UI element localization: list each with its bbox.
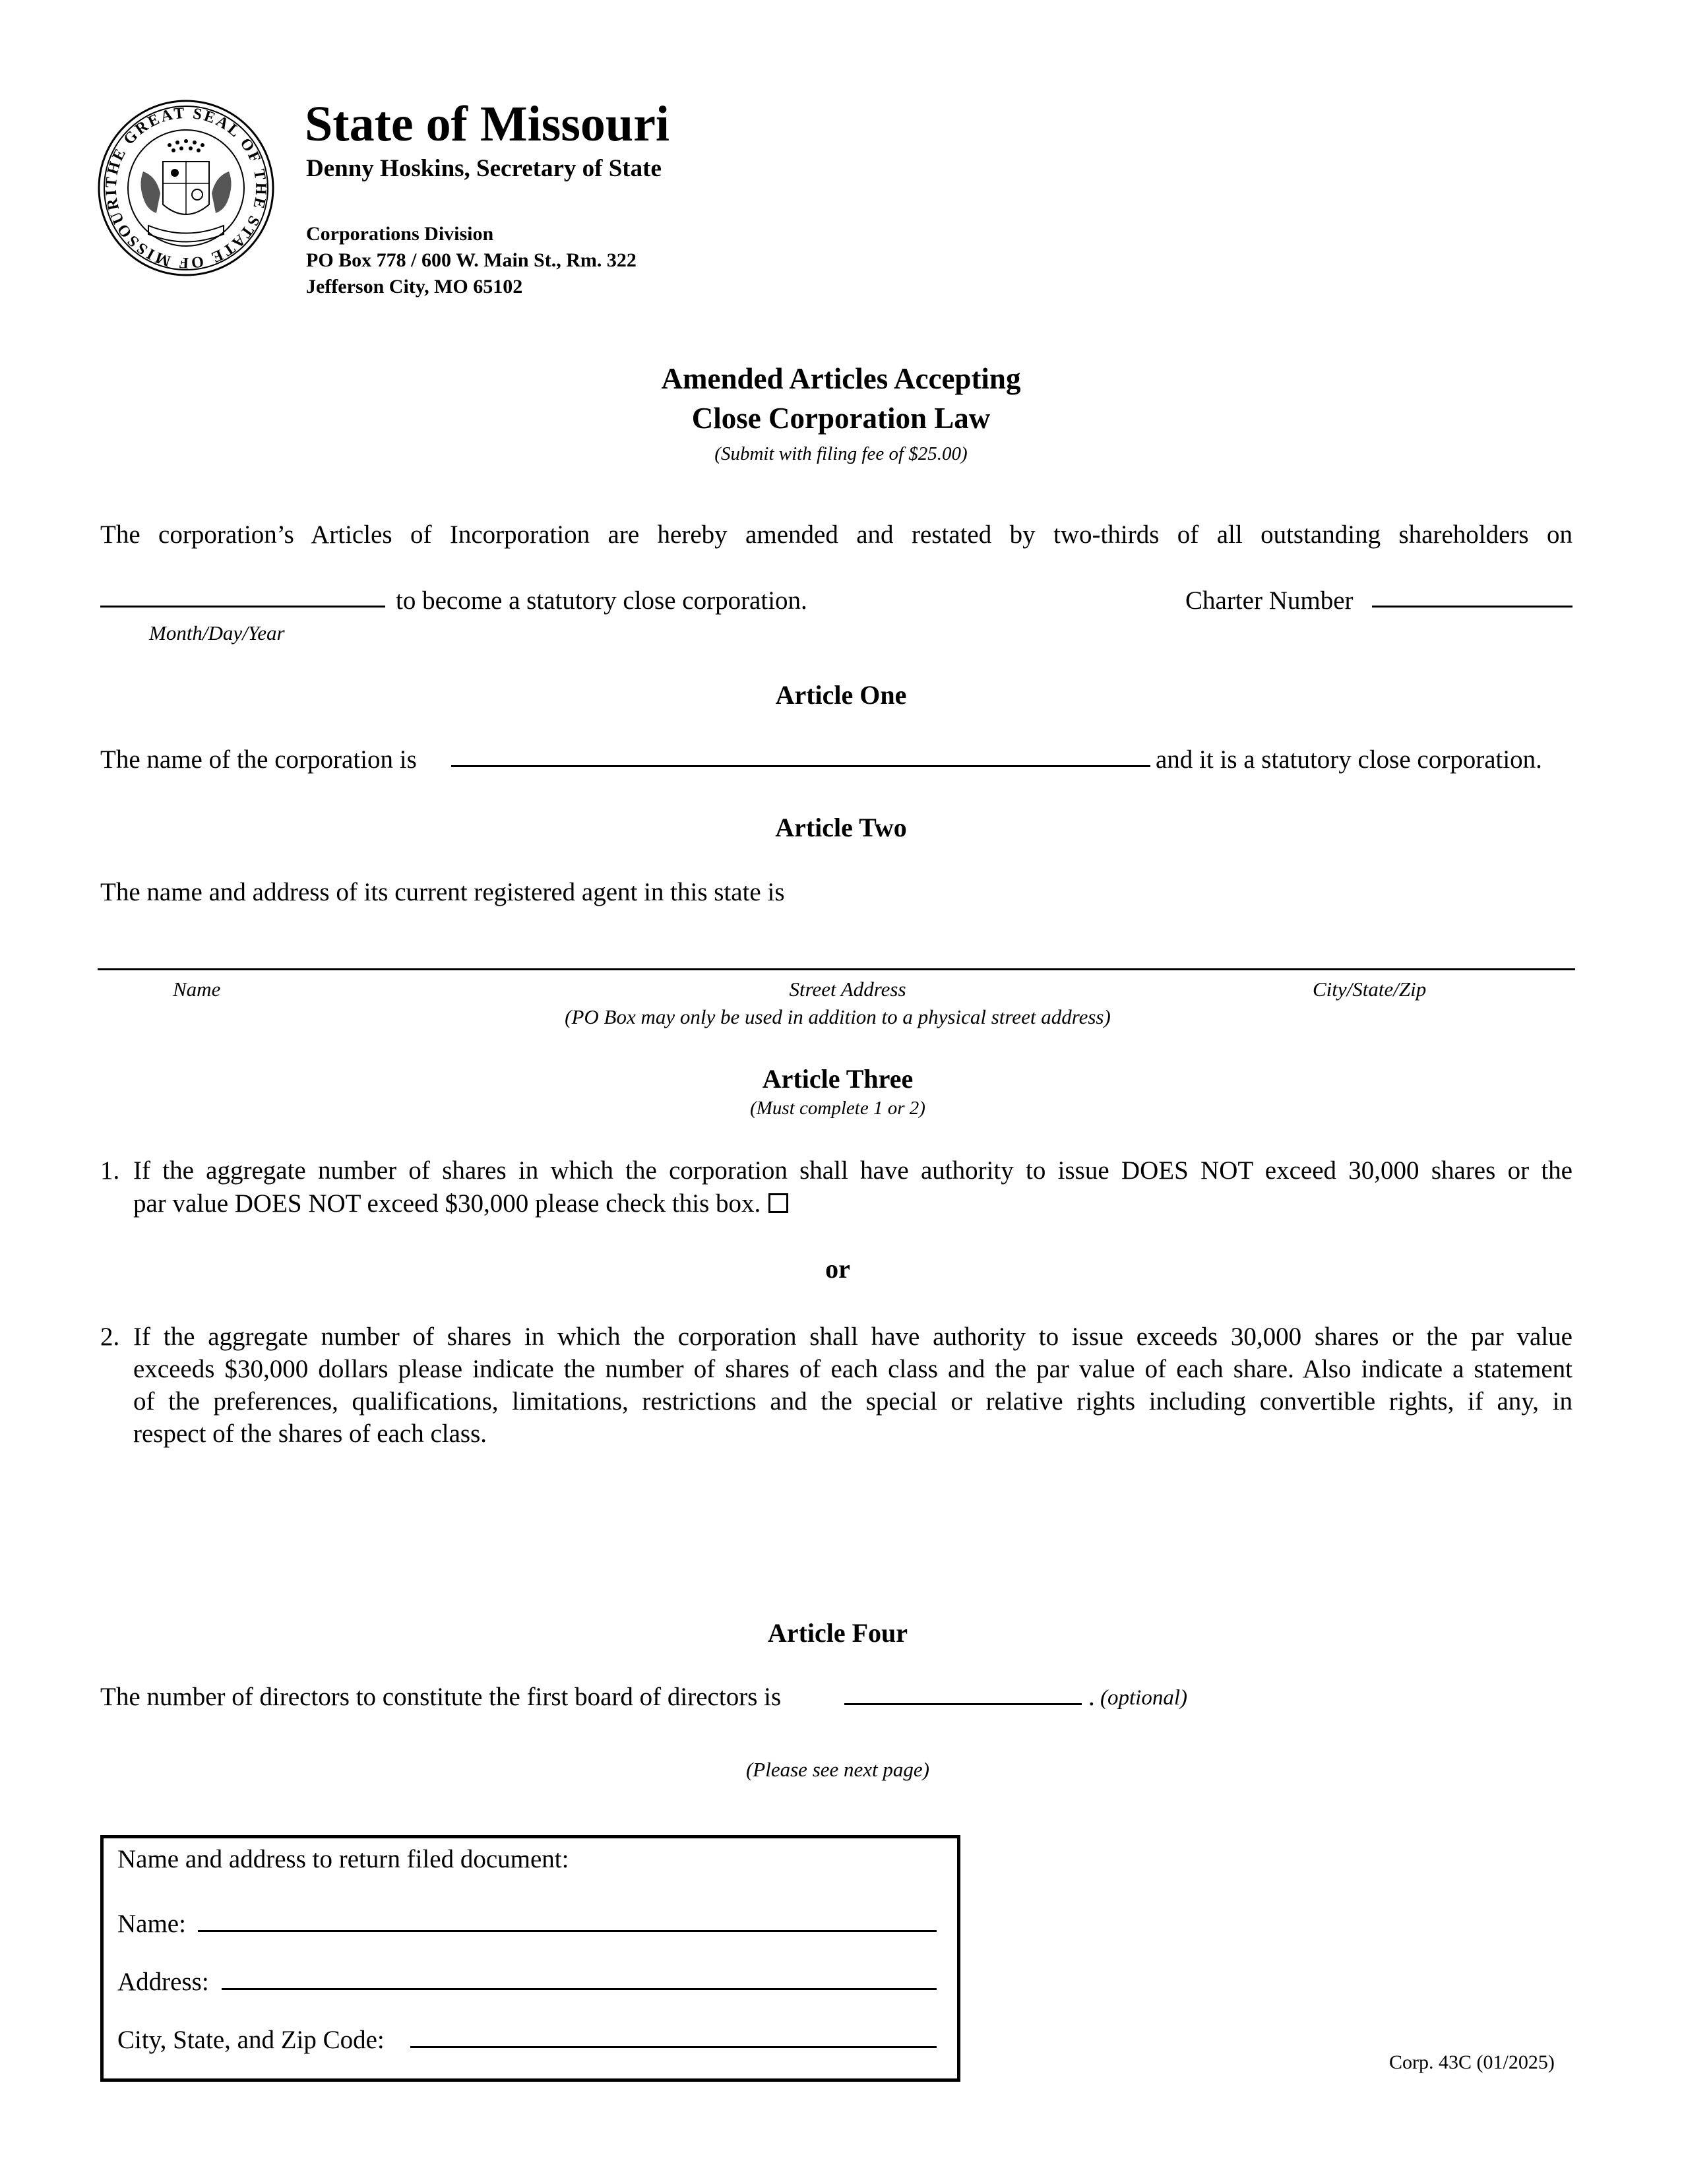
optional-note: (optional) xyxy=(1100,1686,1187,1710)
item1-line2-wrap xyxy=(133,1189,788,1218)
return-box-heading: Name and address to return filed document: xyxy=(117,1845,569,1873)
filing-fee-note: (Submit with filing fee of $25.00) xyxy=(714,443,968,464)
agent-name-label: Name xyxy=(173,978,221,1001)
return-name-field[interactable] xyxy=(198,1930,937,1932)
return-address-field[interactable] xyxy=(222,1988,937,1990)
item2-line2: exceeds $30,000 dollars please indicate the number of shares of each class and the par value of each share. Also indicate a statement xyxy=(133,1355,1573,1383)
return-city-label: City, State, and Zip Code: xyxy=(117,2026,385,2054)
return-address-label: Address: xyxy=(117,1968,209,1996)
article-one-heading: Article One xyxy=(775,680,907,710)
division-name: Corporations Division xyxy=(306,223,494,245)
item1-line2: par value DOES NOT exceed $30,000 please check this box. xyxy=(133,1189,761,1218)
article-three-heading: Article Three xyxy=(762,1064,914,1094)
division-address-line2: Jefferson City, MO 65102 xyxy=(306,276,523,297)
form-id: Corp. 43C (01/2025) xyxy=(1389,2051,1555,2073)
article-one-suffix: and it is a statutory close corporation. xyxy=(1156,745,1542,774)
form-title-line2: Close Corporation Law xyxy=(691,402,991,435)
svg-text:THE GREAT SEAL OF THE STATE OF: THE GREAT SEAL OF THE STATE OF MISSOURI xyxy=(102,104,270,272)
state-title: State of Missouri xyxy=(305,96,670,152)
return-name-label: Name: xyxy=(117,1910,186,1938)
form-title-line1: Amended Articles Accepting xyxy=(661,362,1021,395)
article-two-text: The name and address of its current registered agent in this state is xyxy=(100,878,785,906)
charter-number-field[interactable] xyxy=(1372,606,1573,608)
directors-count-field[interactable] xyxy=(844,1703,1082,1705)
return-city-field[interactable] xyxy=(410,2046,937,2048)
item2-line1: If the aggregate number of shares in which the corporation shall have authority to issue exceeds 30,000 shares or the par value xyxy=(133,1323,1573,1351)
corporation-name-field[interactable] xyxy=(451,765,1150,767)
article-four-period: . xyxy=(1088,1683,1095,1711)
date-field[interactable] xyxy=(100,606,385,608)
agent-city-label: City/State/Zip xyxy=(1313,978,1427,1001)
item1-number: 1. xyxy=(100,1156,120,1185)
intro-text: The corporation’s Articles of Incorporation are hereby amended and restated by two-thirds of all outstanding shareholders on xyxy=(100,520,1573,549)
division-address-line1: PO Box 778 / 600 W. Main St., Rm. 322 xyxy=(306,249,637,271)
registered-agent-field[interactable] xyxy=(98,968,1575,970)
article-three-subnote: (Must complete 1 or 2) xyxy=(750,1098,925,1119)
article-four-text: The number of directors to constitute the first board of directors is xyxy=(100,1683,782,1711)
charter-number-label: Charter Number xyxy=(1185,586,1354,615)
or-separator: or xyxy=(825,1254,850,1284)
po-box-note: (PO Box may only be used in addition to a physical street address) xyxy=(565,1005,1111,1028)
date-label: Month/Day/Year xyxy=(149,621,285,644)
item1-line1: If the aggregate number of shares in which the corporation shall have authority to issue DOES NOT exceed 30,000 shares or the xyxy=(133,1156,1573,1185)
secretary-name: Denny Hoskins, Secretary of State xyxy=(306,155,662,182)
item2-line3: of the preferences, qualifications, limitations, restrictions and the special or relative rights including convertible rights, if any, in xyxy=(133,1387,1573,1416)
article-two-heading: Article Two xyxy=(775,813,907,842)
agent-street-label: Street Address xyxy=(789,978,906,1001)
see-next-page-note: (Please see next page) xyxy=(745,1758,929,1781)
article-one-prefix: The name of the corporation is xyxy=(100,745,417,774)
state-seal xyxy=(97,99,275,277)
small-shares-checkbox[interactable] xyxy=(768,1193,788,1213)
item2-line4: respect of the shares of each class. xyxy=(133,1420,487,1448)
item2-number: 2. xyxy=(100,1323,120,1351)
article-four-heading: Article Four xyxy=(767,1618,908,1648)
become-close-corp-text: to become a statutory close corporation. xyxy=(396,586,807,615)
